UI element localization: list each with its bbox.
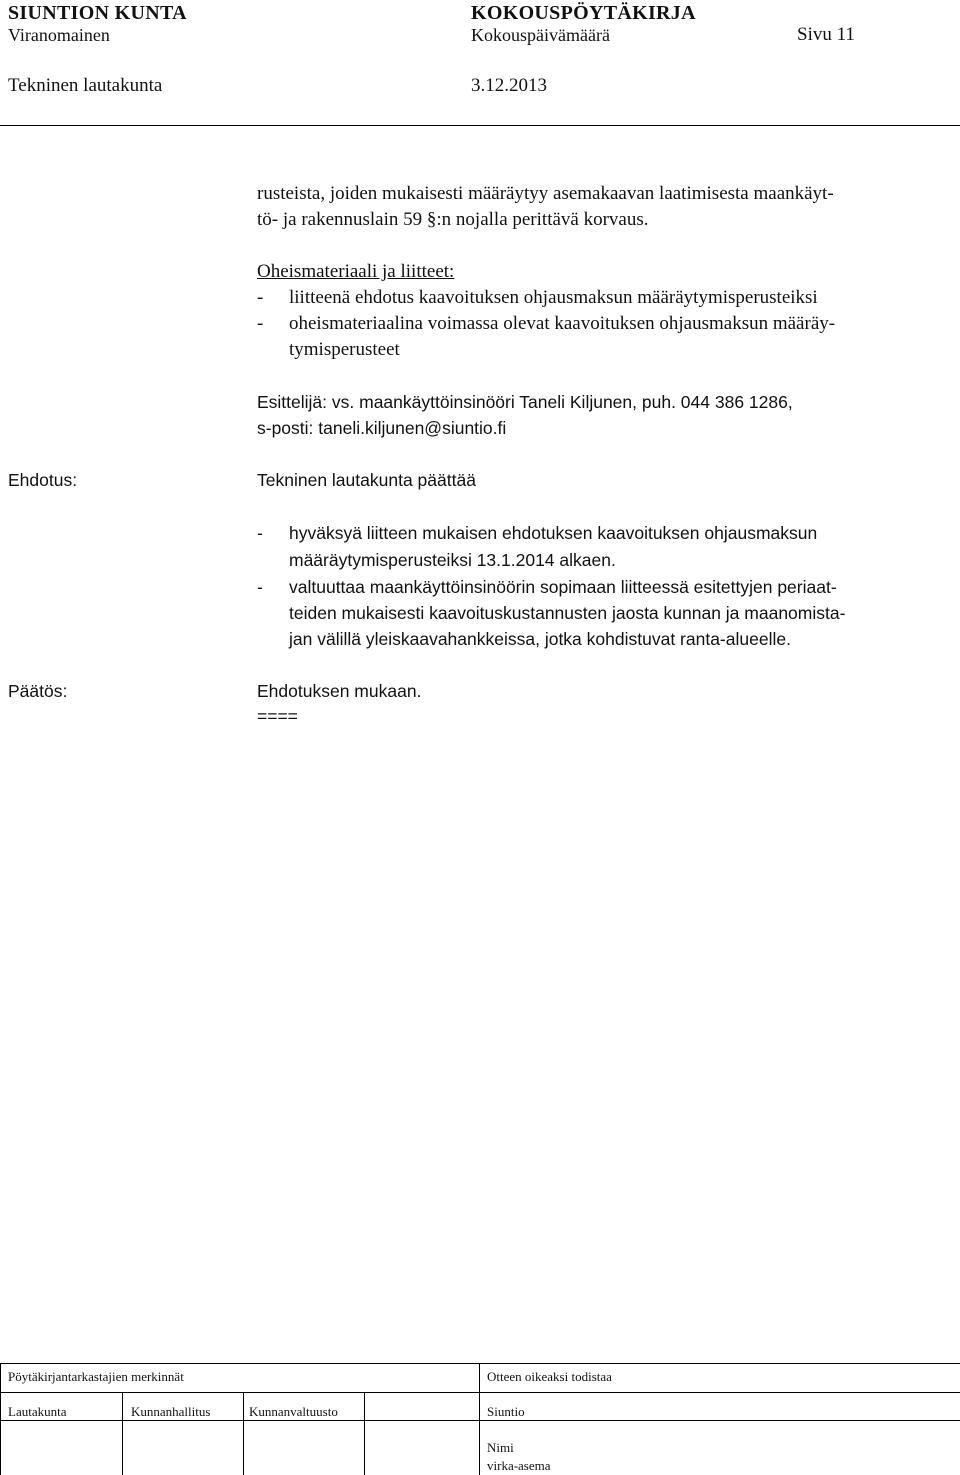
footer-place: Siuntio: [487, 1404, 525, 1419]
footer-column-divider: [243, 1392, 244, 1475]
proposal-item-2-line-2: teiden mukaisesti kaavoituskustannusten jaosta kunnan ja maanomista-: [289, 603, 846, 623]
proposal-item-2-line-3: jan välillä yleiskaavahankkeissa, jotka kohdistuvat ranta-alueelle.: [289, 629, 791, 649]
attachments-heading: Oheismateriaali ja liitteet:: [257, 261, 455, 282]
end-mark: ====: [257, 706, 298, 726]
list-dash: -: [257, 313, 264, 334]
footer-name-label: Nimi: [487, 1440, 514, 1455]
footer-row-rule: [0, 1392, 960, 1393]
list-dash: -: [257, 523, 263, 543]
proposal-intro: Tekninen lautakunta päättää: [257, 470, 476, 490]
footer-column-divider: [364, 1392, 365, 1475]
municipality-name: SIUNTION KUNTA: [8, 2, 187, 24]
authority-label: Viranomainen: [8, 25, 110, 45]
footer-top-rule: [0, 1363, 960, 1364]
footer-position-label: virka-asema: [487, 1458, 551, 1473]
presenter-line-1: Esittelijä: vs. maankäyttöinsinööri Taneli Kiljunen, puh. 044 386 1286,: [257, 392, 793, 412]
footer-col-lautakunta: Lautakunta: [8, 1404, 67, 1419]
document-type: KOKOUSPÖYTÄKIRJA: [471, 2, 696, 24]
proposal-item-1-line-1: hyväksyä liitteen mukaisen ehdotuksen kaavoituksen ohjausmaksun: [289, 523, 818, 543]
intro-line-1: rusteista, joiden mukaisesti määräytyy asemakaavan laatimisesta maankäyt-: [257, 183, 834, 204]
certified-label: Otteen oikeaksi todistaa: [487, 1369, 612, 1384]
authority-name: Tekninen lautakunta: [8, 75, 163, 96]
page-number: Sivu 11: [797, 24, 855, 45]
header-divider: [0, 125, 960, 126]
footer-column-divider: [479, 1363, 480, 1475]
attachment-item-1: liitteenä ehdotus kaavoituksen ohjausmaksun määräytymisperusteiksi: [289, 287, 818, 308]
attachment-item-2-line-1: oheismateriaalina voimassa olevat kaavoituksen ohjausmaksun määräy-: [289, 313, 836, 334]
proposal-label: Ehdotus:: [8, 470, 78, 490]
meeting-date: 3.12.2013: [471, 75, 547, 96]
review-label: Pöytäkirjantarkastajien merkinnät: [8, 1369, 184, 1384]
footer-left-border: [0, 1363, 1, 1475]
intro-line-2: tö- ja rakennuslain 59 §:n nojalla perittävä korvaus.: [257, 209, 649, 230]
attachment-item-2-line-2: tymisperusteet: [289, 339, 400, 360]
list-dash: -: [257, 577, 263, 597]
footer-col-kunnanvaltuusto: Kunnanvaltuusto: [249, 1404, 338, 1419]
proposal-item-1-line-2: määräytymisperusteiksi 13.1.2014 alkaen.: [289, 550, 616, 570]
decision-text: Ehdotuksen mukaan.: [257, 681, 422, 701]
presenter-line-2: s-posti: taneli.kiljunen@siuntio.fi: [257, 418, 507, 438]
proposal-item-2-line-1: valtuuttaa maankäyttöinsinöörin sopimaan liitteessä esitettyjen periaat-: [289, 577, 837, 597]
footer-row-rule: [0, 1420, 960, 1421]
footer-column-divider: [122, 1392, 123, 1475]
footer-col-kunnanhallitus: Kunnanhallitus: [131, 1404, 211, 1419]
decision-label: Päätös:: [8, 681, 68, 701]
date-label: Kokouspäivämäärä: [471, 25, 610, 45]
list-dash: -: [257, 287, 264, 308]
